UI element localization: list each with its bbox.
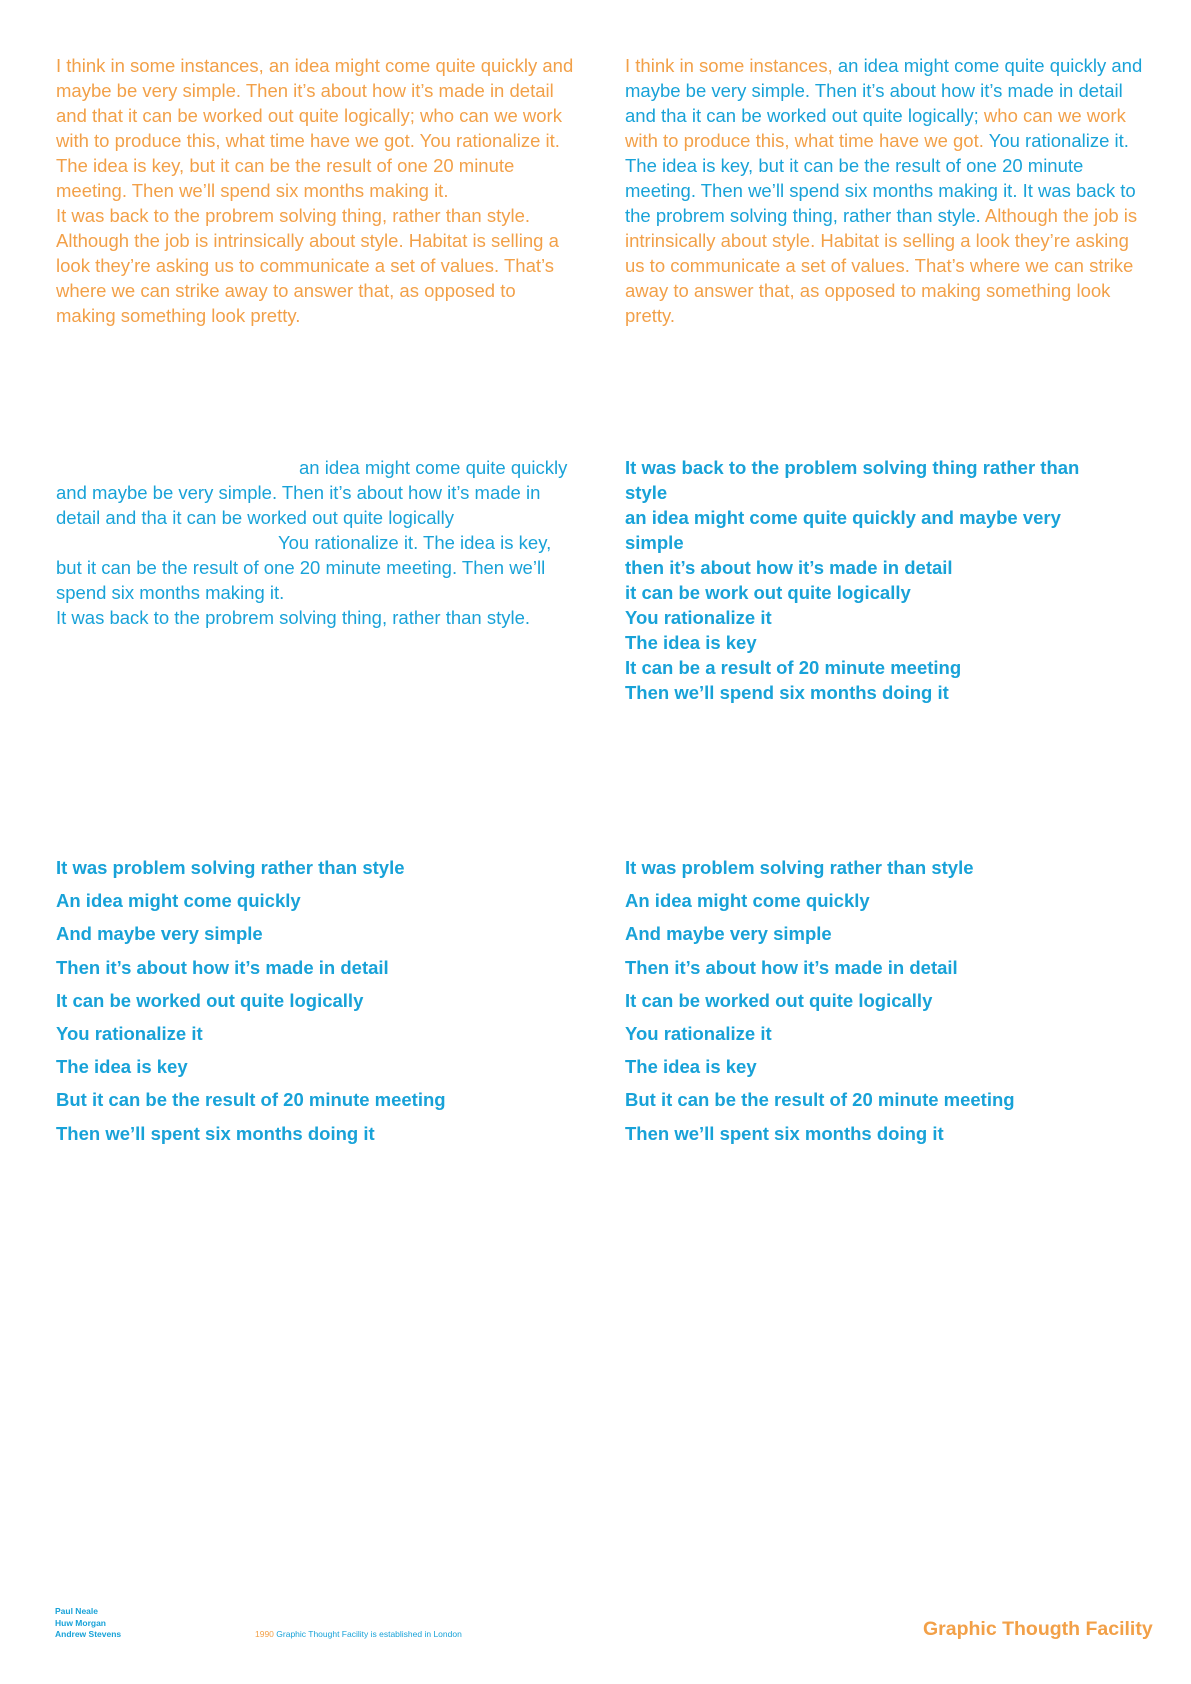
footer-credits xyxy=(55,1606,121,1641)
bold-line: The idea is key xyxy=(625,632,757,653)
list-line: An idea might come quickly xyxy=(625,890,870,912)
list-line: And maybe very simple xyxy=(625,923,832,945)
list-line: You rationalize it xyxy=(56,1023,203,1045)
list-line: It can be worked out quite logically xyxy=(56,989,364,1011)
text-block-orange xyxy=(56,53,576,328)
list-line: But it can be the result of 20 minute meeting xyxy=(625,1089,1015,1111)
list-line: It was problem solving rather than style xyxy=(625,857,974,878)
list-line: But it can be the result of 20 minute meeting xyxy=(56,1089,446,1111)
bold-line: You rationalize it xyxy=(625,607,772,628)
list-line: It can be worked out quite logically xyxy=(625,989,933,1011)
credit-name: Paul Neale xyxy=(55,1606,98,1616)
list-line: The idea is key xyxy=(56,1056,188,1078)
paragraph-1: I think in some instances, an idea might come quite quickly and maybe be very simple. Then it’s about how it’s made in detail and that it can be worked out quite logically; who can we work with to produce this, what time have we got. You rationalize it. The idea is key, but it can be the result of one 20 minute meeting. Then we’ll spend six months making it. xyxy=(56,55,574,201)
extract-segment-3: It was back to the probrem solving thing, rather than style. xyxy=(56,607,531,628)
extract-segment-2: You rationalize it. The idea is key, but it can be the result of one 20 minute meeting. Then we’ll spend six months making it. xyxy=(56,532,552,603)
bold-line: Then we’ll spend six months doing it xyxy=(625,682,949,703)
footer-note xyxy=(255,1629,462,1640)
segment-blue-2: You rationalize it. The idea is key, but it can be the result of one 20 minute meeting. Then we’ll spend six months making it. It was back to the probrem solving thing, rather than style. xyxy=(625,130,1136,226)
paragraph-2: It was back to the probrem solving thing, rather than style. Although the job is intrinsically about style. Habitat is selling a look they’re asking us to communicate a set of values. That’s where we can strike away to answer that, as opposed to making something look pretty. xyxy=(56,205,559,326)
list-line: Then we’ll spent six months doing it xyxy=(56,1122,375,1144)
list-line: An idea might come quickly xyxy=(56,890,301,912)
footer-note-text: Graphic Thought Facility is established in London xyxy=(273,1629,462,1639)
segment-orange-3: Although the job is intrinsically about style. Habitat is selling a look they’re asking us to communicate a set of values. That’s where we can strike away to answer that, as opposed to making something look pretty. xyxy=(625,205,1138,326)
text-block-bold-list xyxy=(625,455,1105,705)
text-block-spaced-list-left xyxy=(56,851,576,1150)
list-line: Then it’s about how it’s made in detail xyxy=(56,956,389,978)
list-line: Then we’ll spent six months doing it xyxy=(625,1122,944,1144)
list-line: The idea is key xyxy=(625,1056,757,1078)
extract-segment-1: an idea might come quite quickly and maybe be very simple. Then it’s about how it’s made in detail and tha it can be worked out quite logically xyxy=(56,457,568,528)
segment-orange-1: I think in some instances, xyxy=(625,55,838,76)
text-block-extract xyxy=(56,455,576,630)
bold-line: then it’s about how it’s made in detail xyxy=(625,557,953,578)
bold-line: It can be a result of 20 minute meeting xyxy=(625,657,962,678)
list-line: Then it’s about how it’s made in detail xyxy=(625,956,958,978)
credit-name: Andrew Stevens xyxy=(55,1629,122,1639)
bold-line: an idea might come quite quickly and maybe very simple xyxy=(625,507,1061,553)
brand-wordmark: Graphic Thougth Facility xyxy=(923,1618,1153,1640)
list-line: You rationalize it xyxy=(625,1023,772,1045)
footer-year: 1990 xyxy=(255,1629,274,1639)
text-block-highlighted xyxy=(625,53,1145,328)
credit-name: Huw Morgan xyxy=(55,1617,106,1628)
text-block-spaced-list-right xyxy=(625,851,1145,1150)
list-line: And maybe very simple xyxy=(56,923,263,945)
segment-orange-2: who can we work with to produce this, what time have we got. xyxy=(625,105,1126,151)
list-line: It was problem solving rather than style xyxy=(56,857,405,878)
bold-line: it can be work out quite logically xyxy=(625,582,911,603)
bold-line: It was back to the problem solving thing rather than style xyxy=(625,457,1080,503)
segment-blue-1: an idea might come quite quickly and maybe be very simple. Then it’s about how it’s made in detail and tha it can be worked out quite logically; xyxy=(625,55,1143,126)
